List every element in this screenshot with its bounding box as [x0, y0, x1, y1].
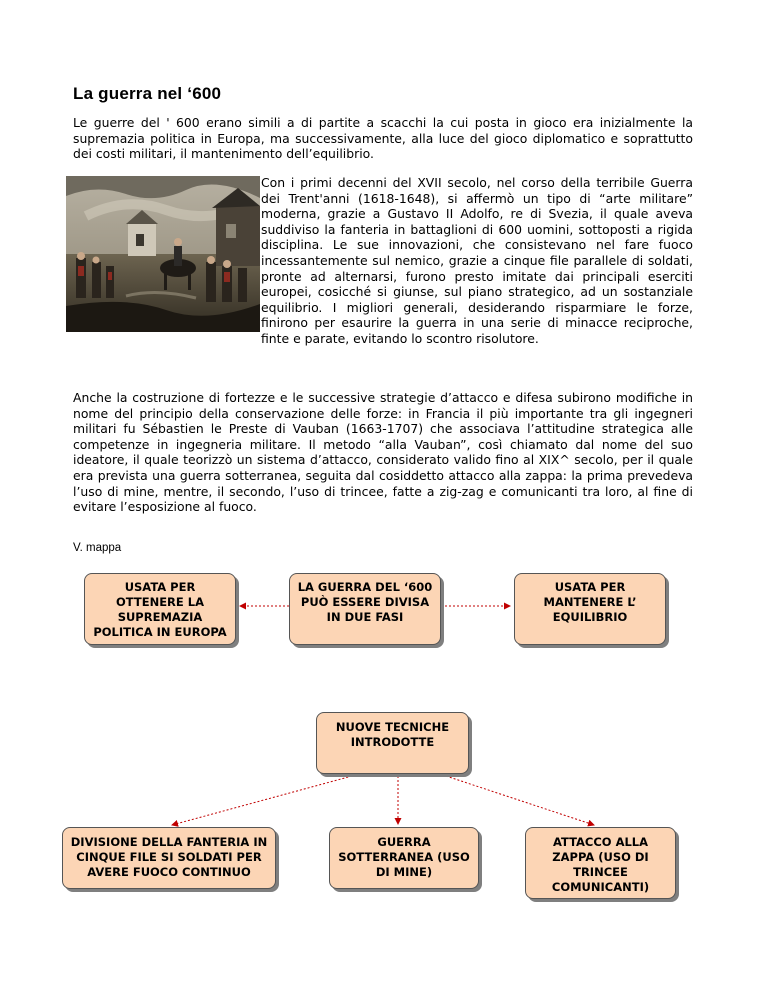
- map-box-trench-attack: ATTACCO ALLA ZAPPA (USO DI TRINCEE COMUNICANTI): [525, 827, 676, 899]
- map-box-maintain-equilibrium: USATA PER MANTENERE L’ EQUILIBRIO: [514, 573, 666, 645]
- arrow-techniques-to-infantry: [172, 776, 352, 825]
- map-box-war-two-phases: LA GUERRA DEL ‘600 PUÒ ESSERE DIVISA IN DUE FASI: [289, 573, 441, 645]
- map-box-political-supremacy: USATA PER OTTENERE LA SUPREMAZIA POLITICA IN EUROPA: [84, 573, 236, 645]
- vauban-paragraph: Anche la costruzione di fortezze e le successive strategie d’attacco e difesa subirono modifiche in nome del principio della conservazione delle forze: in Francia il più importante tra gli ingegneri militari fu Sébastien le Preste di Vauban (1663-1707) che associava l’attitudine strategica alle competenze in ingegneria militare. Il metodo “alla Vauban”, così chiamato dal nome del suo ideatore, il quale teorizzò un sistema d’attacco, considerato valido fino al XIX^ secolo, per il quale era prevista una guerra sotterranea, seguita dal cosiddetto attacco alla zappa: la prima prevedeva l’uso di mine, mentre, il secondo, l’uso di trincee, fatte a zig-zag e comunicanti tra loro, al fine di evitare l’esposizione al fuoco.: [73, 390, 693, 515]
- map-reference-note: V. mappa: [73, 542, 122, 554]
- page-title: La guerra nel ‘600: [73, 84, 222, 103]
- map-box-new-techniques: NUOVE TECNICHE INTRODOTTE: [316, 712, 469, 774]
- intro-paragraph: Le guerre del ' 600 erano simili a di partite a scacchi la cui posta in gioco era inizialmente la supremazia politica in Europa, ma successivamente, alla luce del gioco diplomatico e soprattutto dei costi militari, il mantenimento dell’equilibrio.: [73, 115, 693, 162]
- thirty-years-war-paragraph: Con i primi decenni del XVII secolo, nel corso della terribile Guerra dei Trent'anni (1618-1648), si affermò un tipo di “arte militare” moderna, grazie a Gustavo II Adolfo, re di Svezia, il quale aveva suddiviso la fanteria in battaglioni di 600 uomini, sottoposti a rigida disciplina. Le sue innovazioni, che consistevano nel fare fuoco incessantemente sul nemico, grazie a cinque file parallele di soldati, pronte ad alternarsi, furono presto imitate dai principali eserciti europei, cosicché si giunse, sul piano strategico, ad un sostanziale equilibrio. I migliori generali, desiderando risparmiare le forze, finirono per esaurire la guerra in una serie di minacce reciproche, finte e parate, evitando lo scontro risolutore.: [261, 175, 693, 346]
- map-box-infantry-division: DIVISIONE DELLA FANTERIA IN CINQUE FILE SI SOLDATI PER AVERE FUOCO CONTINUO: [62, 827, 276, 889]
- arrow-techniques-to-trench: [446, 776, 594, 825]
- map-box-underground-war: GUERRA SOTTERRANEA (USO DI MINE): [329, 827, 479, 889]
